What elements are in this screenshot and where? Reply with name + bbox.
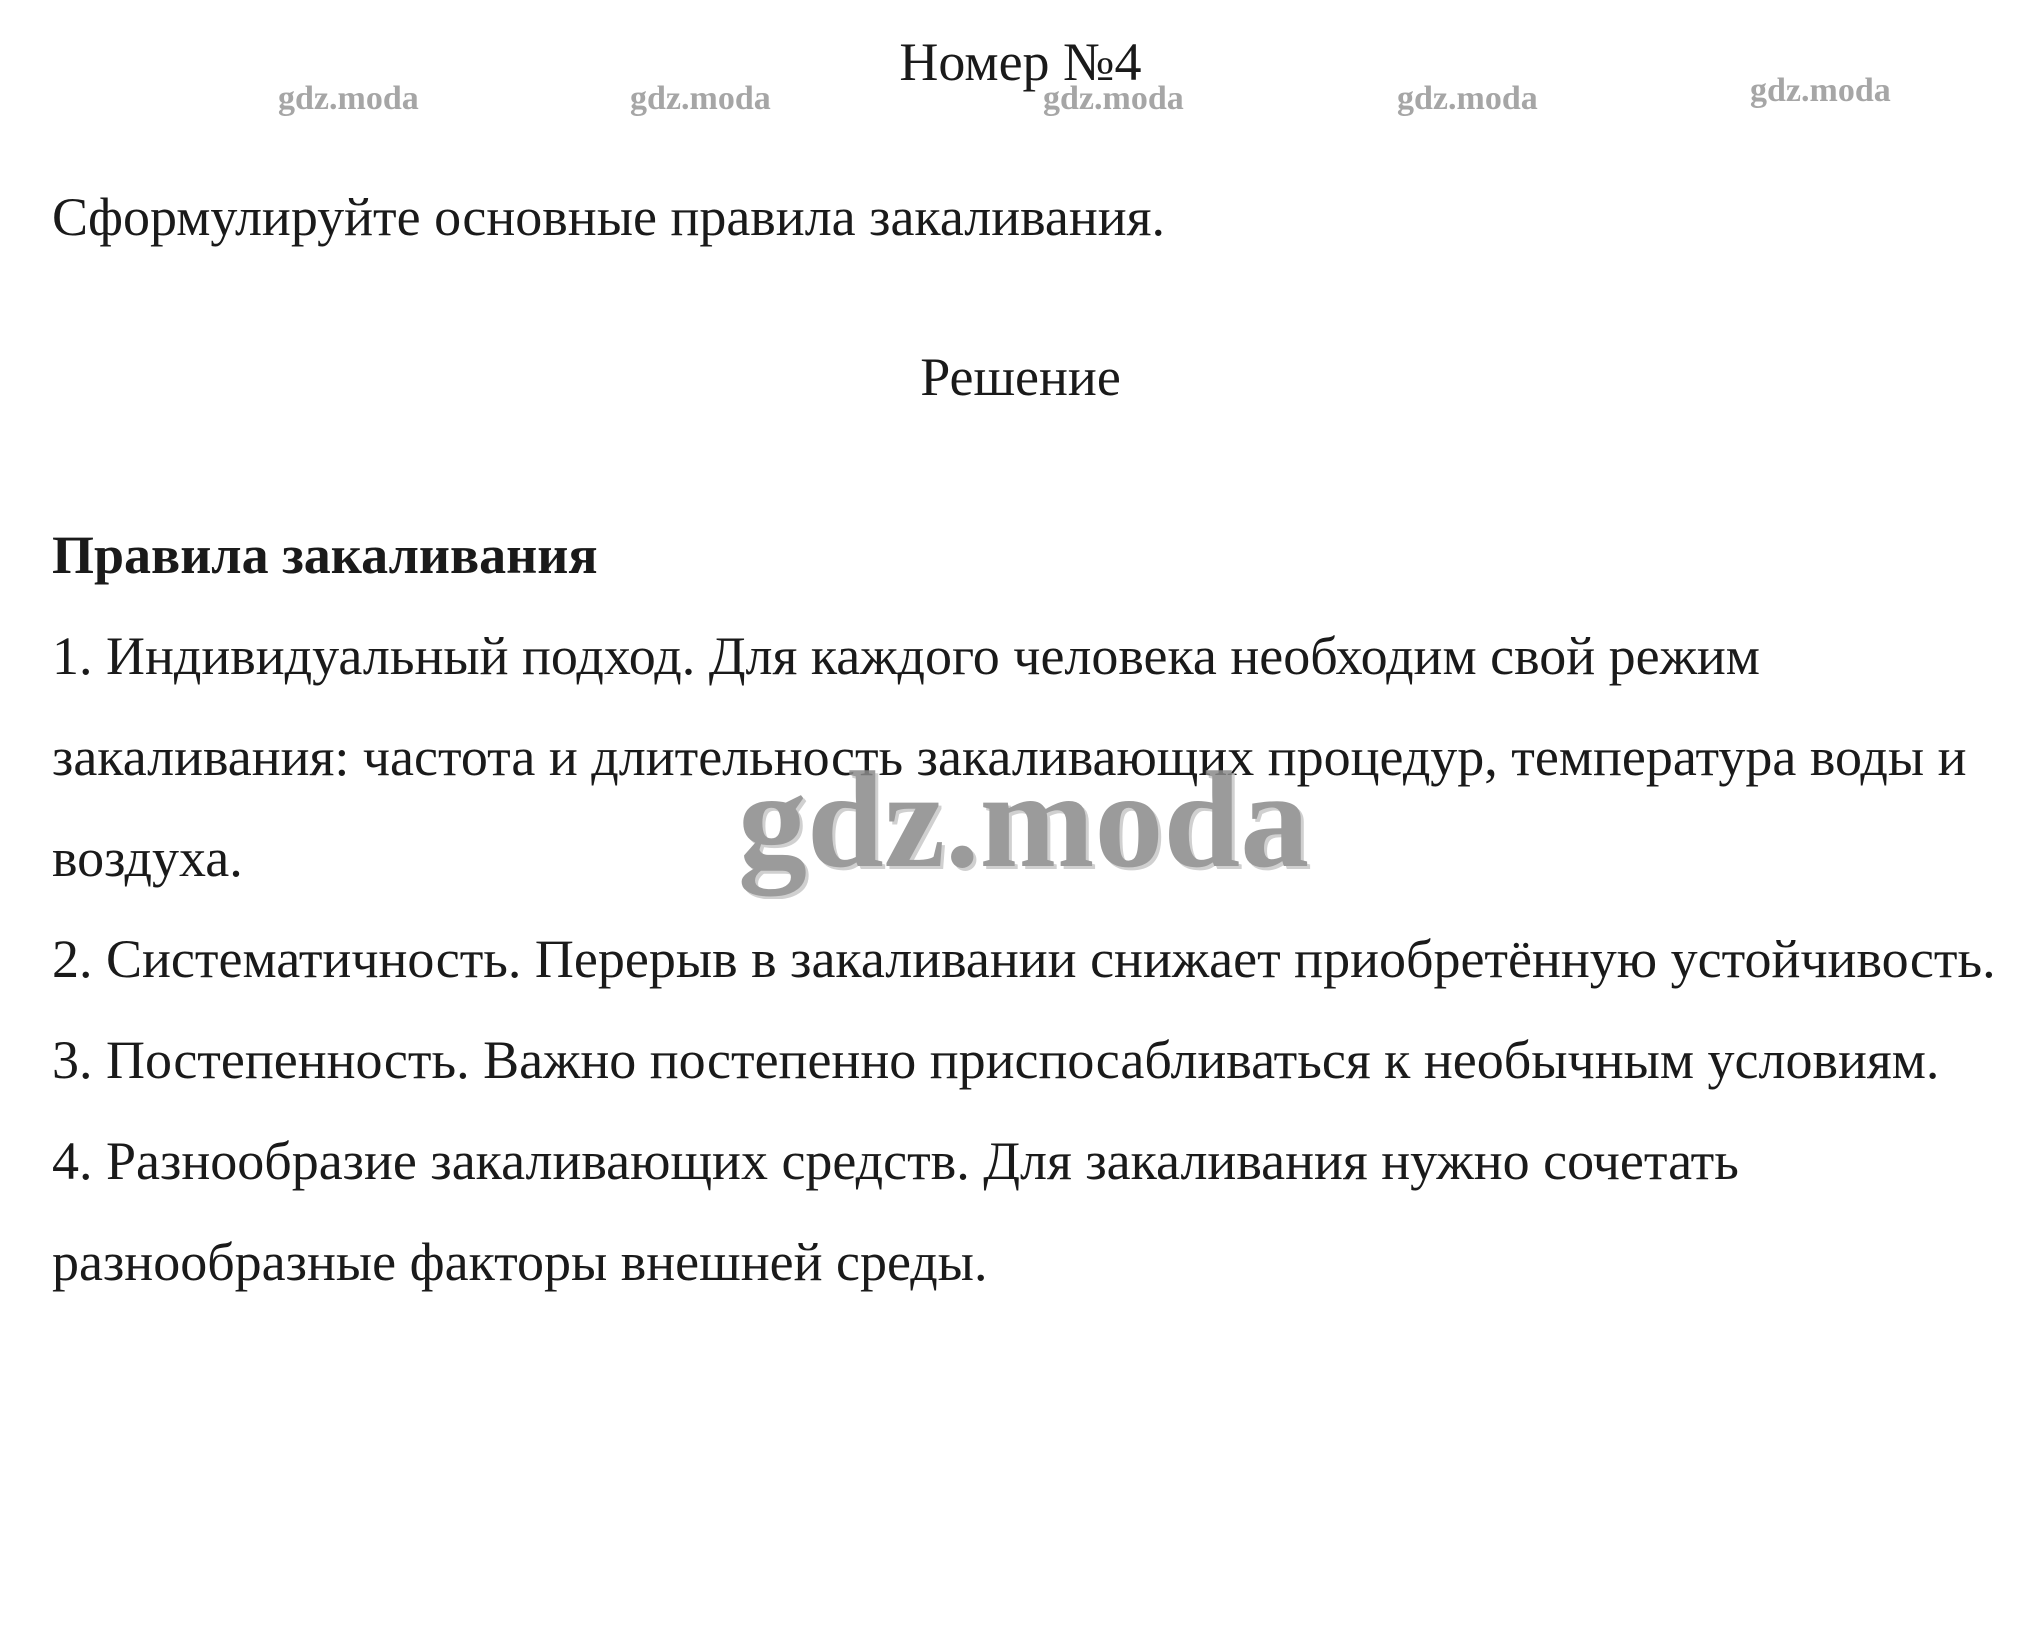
solution-heading: Решение xyxy=(920,347,1121,407)
answer-title: Правила закаливания xyxy=(52,525,598,585)
rule-item-3: 3. Постепенность. Важно постепенно приспосабливаться к необычным условиям. xyxy=(52,1030,1940,1090)
watermark-center: gdz.moda xyxy=(738,743,1310,896)
question-text: Сформулируйте основные правила закаливания. xyxy=(52,187,1166,247)
watermark-top-4: gdz.moda xyxy=(1397,80,1538,117)
rule-item-2: 2. Систематичность. Перерыв в закаливании снижает приобретённую устойчивость. xyxy=(52,929,1996,989)
answer-block xyxy=(52,505,2012,1313)
rule-item-1: 1. Индивидуальный подход. Для каждого человека необходим свой режим закаливания: частота и длительность закаливающих процедур, температура воды и воздуха. xyxy=(52,626,1967,888)
watermark-top-1: gdz.moda xyxy=(278,80,419,117)
rule-item-4: 4. Разнообразие закаливающих средств. Для закаливания нужно сочетать разнообразные факторы внешней среды. xyxy=(52,1131,1739,1292)
watermark-top-2: gdz.moda xyxy=(630,80,771,117)
page-title: Номер №4 xyxy=(899,32,1142,92)
watermark-top-3: gdz.moda xyxy=(1043,80,1184,117)
watermark-top-5: gdz.moda xyxy=(1750,72,1891,109)
